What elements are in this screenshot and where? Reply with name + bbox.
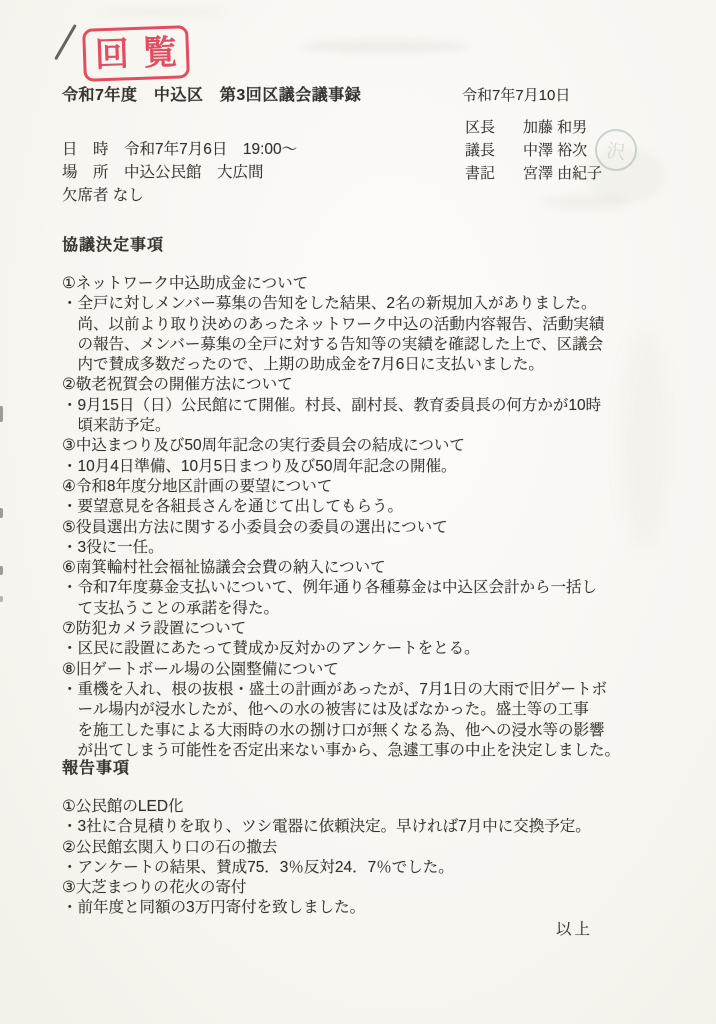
bleedthrough-smudge [300,40,470,53]
official-name: 加藤 和男 [523,119,588,136]
kairan-stamp [82,25,190,82]
text-line: ・要望意見を各組長さんを通じて出してもらう。 [62,498,404,516]
meta-line: 場 所 中込公民館 大広間 [62,164,264,181]
text-line: が出てしまう可能性を否定出来ない事から、急遽工事の中止を決定しました。 [62,741,621,759]
text-line: ・区民に設置にあたって賛成か反対かのアンケートをとる。 [62,640,480,658]
text-line: ・前年度と同額の3万円寄付を致しました。 [62,899,366,917]
text-line: ・3役に一任。 [62,538,164,556]
hanko-seal-glyph: 沢 [605,139,627,164]
bleedthrough-smudge [100,8,230,16]
text-line: て支払うことの承諾を得た。 [62,599,280,617]
official-role: 区長 [465,119,496,136]
document-date: 令和7年7月10日 [462,87,571,104]
official-row [465,116,602,139]
text-line: ⑧旧ゲートボール場の公園整備について [62,660,339,678]
text-line: ・10月4日準備、10月5日まつり及び50周年記念の開催。 [62,457,457,475]
section-heading: 協議決定事項 [62,237,165,254]
text-line: ①公民館のLED化 [62,798,184,815]
officials-block [465,116,602,185]
text-line: ・令和7年度募金支払いについて、例年通り各種募金は中込区会計から一括し [62,579,598,597]
official-row [465,139,602,162]
text-line: 尚、以前より取り決めのあったネットワーク中込の活動内容報告、活動実績 [62,315,605,333]
text-line: ⑥南箕輪村社会福祉協議会会費の納入について [62,559,386,577]
closing-text: 以上 [556,921,594,938]
text-line: ・3社に合見積りを取り、ツシ電器に依頼決定。早ければ7月中に交換予定。 [62,818,591,836]
section-heading: 報告事項 [62,760,131,777]
official-name: 中澤 裕次 [523,142,588,159]
meta-line: 欠席者 なし [62,187,144,204]
official-role: 書記 [465,165,496,182]
text-line: ③大芝まつりの花火の寄付 [62,879,247,897]
text-line: ・アンケートの結果、賛成75．3％反対24．7％でした。 [62,858,454,876]
text-line: ・全戸に対しメンバー募集の告知をした結果、2名の新規加入がありました。 [62,295,597,313]
scan-edge-artifact [0,566,3,575]
pen-mark [54,24,76,60]
document-title: 令和7年度 中込区 第3回区議会議事録 [62,87,362,104]
official-name: 宮澤 由紀子 [523,165,603,182]
text-line: 頃来訪予定。 [62,417,171,435]
section-reports [62,760,710,919]
text-line: ①ネットワーク中込助成金について [62,275,309,292]
text-line: を施工した事による大雨時の水の捌け口が無くなる為、他への浸水等の影響 [62,721,605,739]
section-lines [62,274,710,761]
official-row [465,162,602,185]
text-line: ⑦防犯カメラ設置について [62,620,247,638]
text-line: ④令和8年度分地区計画の要望について [62,477,333,495]
scan-edge-artifact [0,596,3,602]
text-line: ③中込まつり及び50周年記念の実行委員会の結成について [62,437,465,455]
text-line: ール場内が浸水したが、他への水の被害には及ばなかった。盛土等の工事 [62,701,589,719]
meeting-meta-block [62,138,297,207]
bleedthrough-smudge [540,195,630,209]
section-lines [62,797,710,919]
official-role: 議長 [465,142,496,159]
text-line: ②敬老祝賀会の開催方法について [62,376,293,394]
text-line: の報告、メンバー募集の全戸に対する告知等の実績を確認した上で、区議会 [62,335,604,353]
text-line: ②公民館玄関入り口の石の撤去 [62,838,278,856]
text-line: ・重機を入れ、根の抜根・盛土の計画があったが、7月1日の大雨で旧ゲートボ [62,680,608,698]
scan-edge-artifact [0,406,3,422]
text-line: 内で賛成多数だったので、上期の助成金を7月6日に支払いました。 [62,356,544,374]
text-line: ・9月15日（日）公民館にて開催。村長、副村長、教育委員長の何方かが10時 [62,396,602,414]
section-decisions [62,237,710,761]
kairan-stamp-label: 回覧 [94,31,192,75]
meta-line: 日 時 令和7年7月6日 19:00～ [62,141,298,158]
text-line: ⑤役員選出方法に関する小委員会の委員の選出について [62,518,448,536]
scan-edge-artifact [0,508,3,518]
